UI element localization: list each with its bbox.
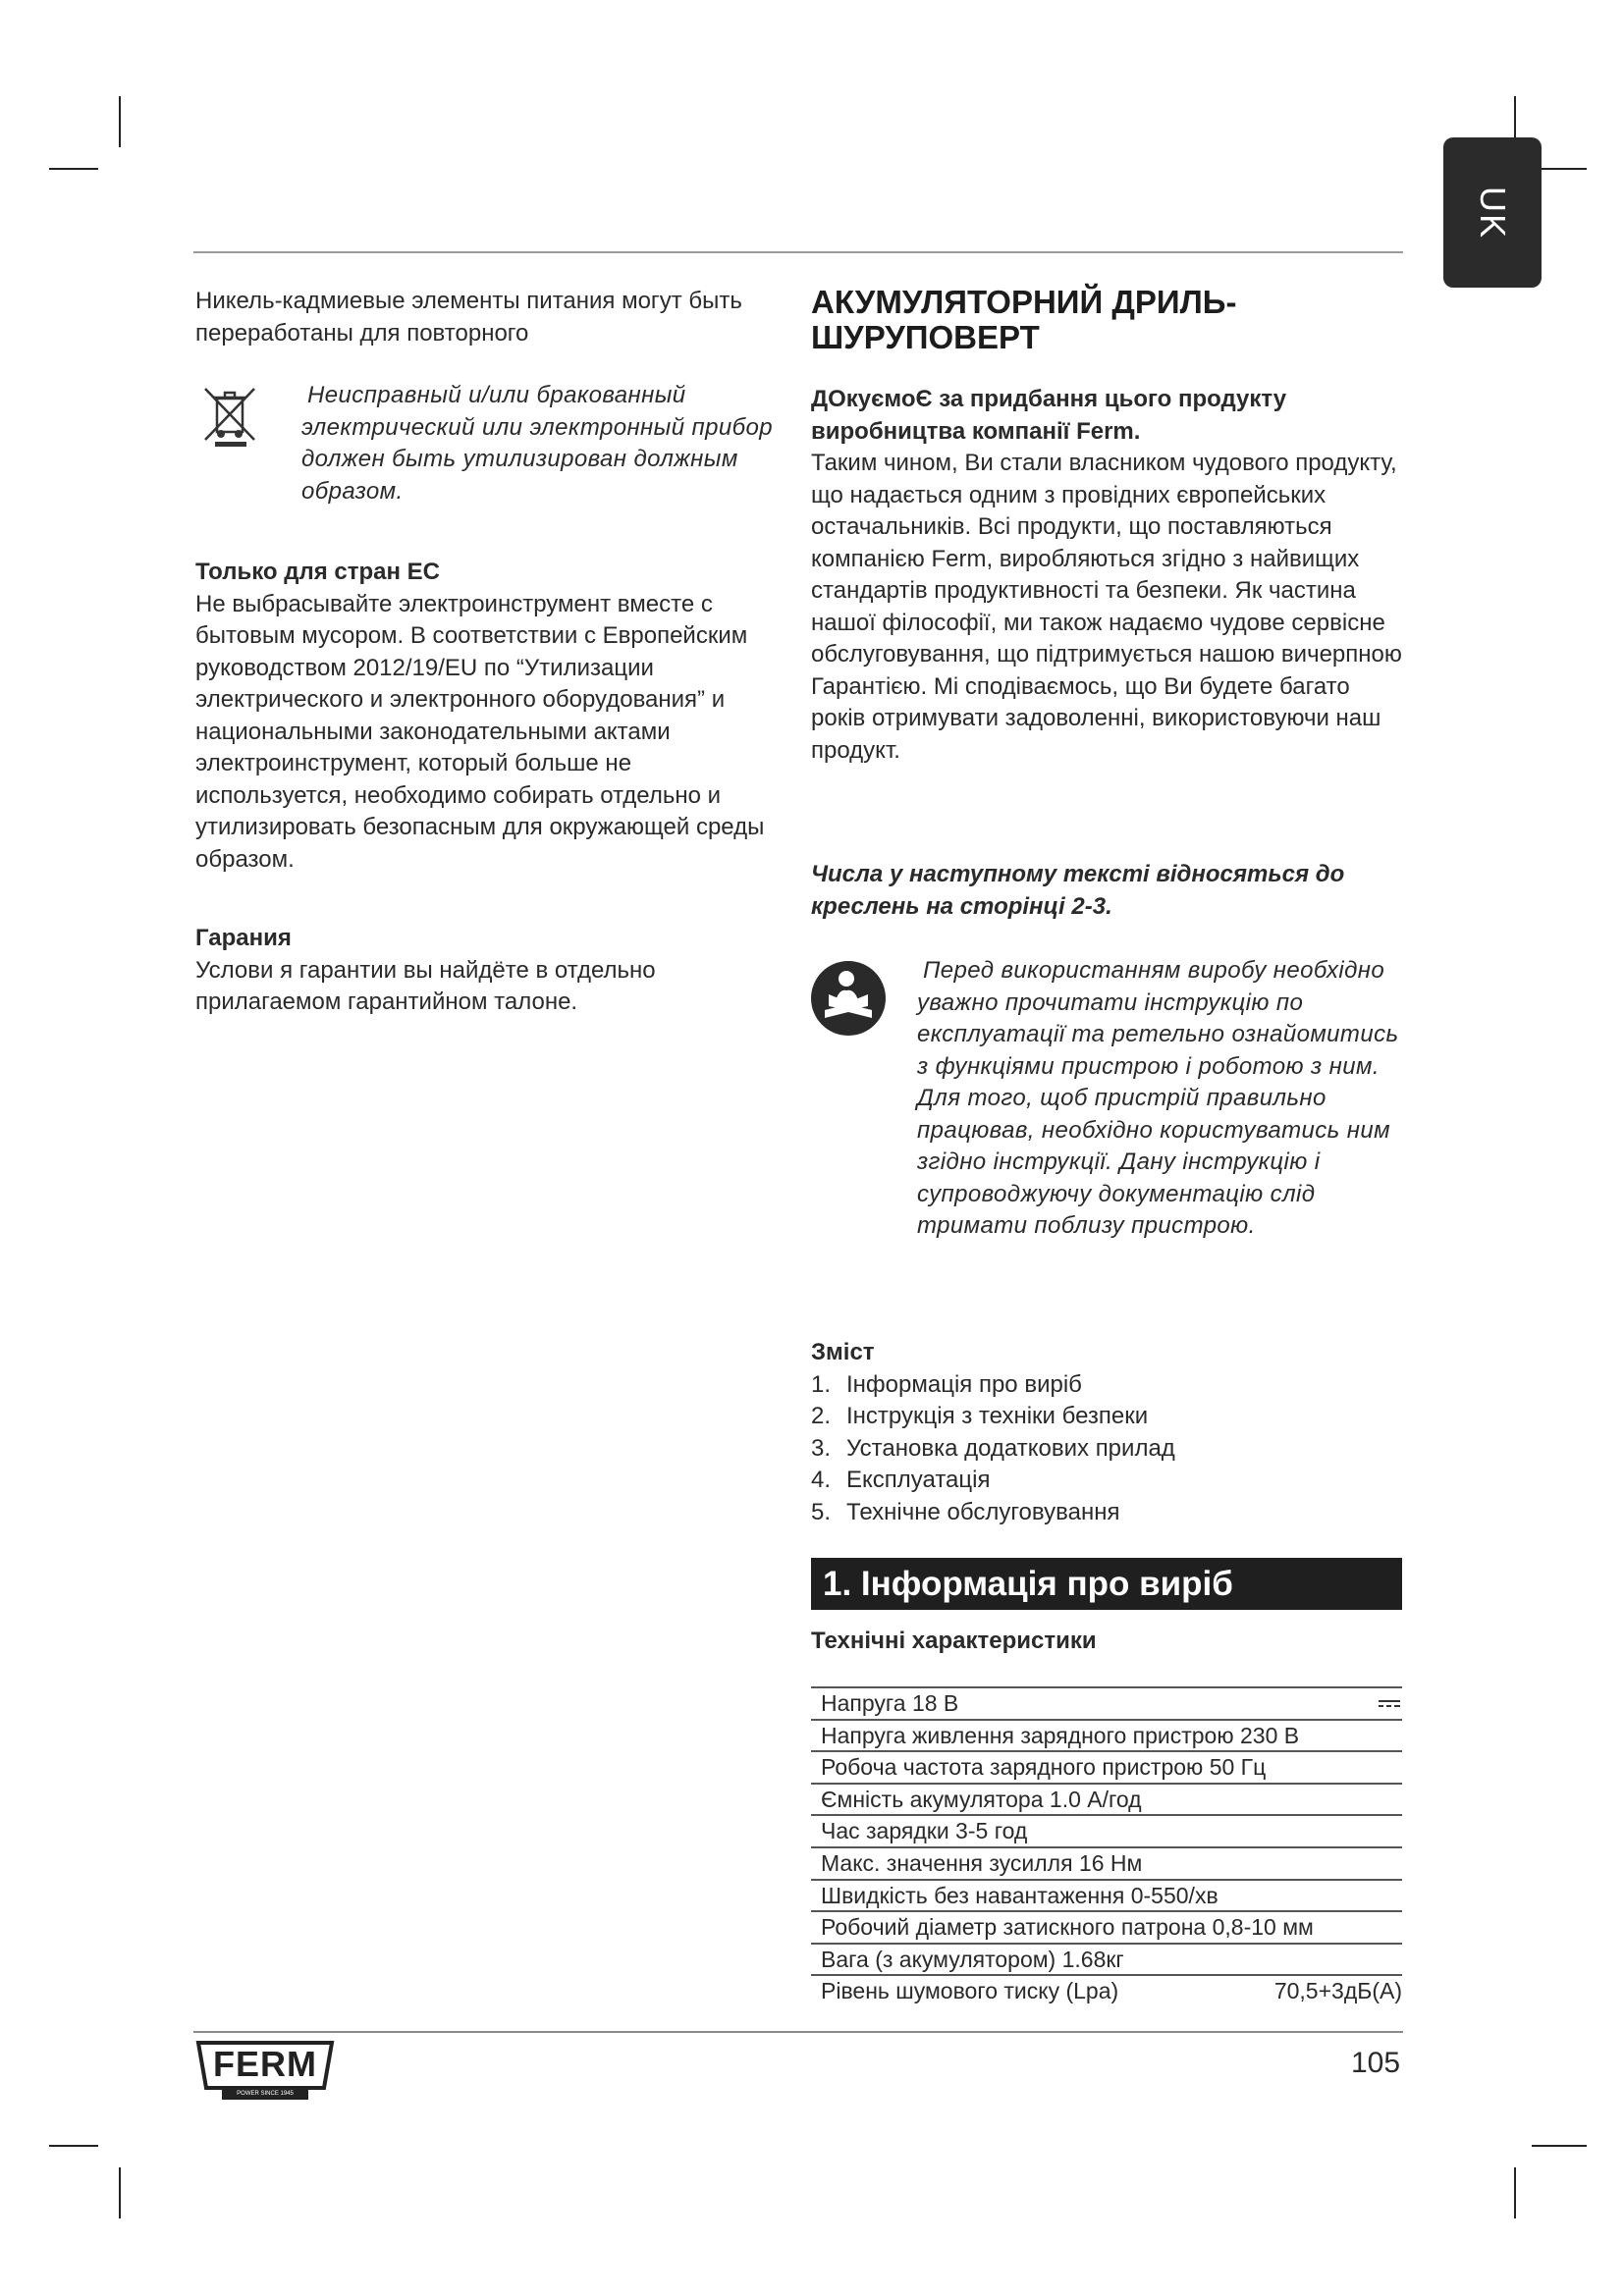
thanks-heading: ДОкуємоЄ за придбання цього продукту виробництва компанії Ferm. (811, 386, 1287, 445)
list-item: 2. Інструкція з техніки безпеки (811, 1403, 1149, 1429)
language-tab-label: UK (1473, 186, 1513, 240)
specs-title: Технічні характеристики (811, 1628, 1097, 1654)
language-tab (1443, 137, 1542, 288)
read-manual-icon (809, 959, 888, 1038)
manual-note: Перед використанням виробу необхідно уважно прочитати інструкцію по експлуатації та ретельно ознайомитись з функціями пристрою і роботою з ним. Для того, щоб пристрій правильно працював, необхідно користуватись ним згідно інструкції. Дану інструкцію і супроводжуючу документацію слід тримати поблизу пристрою. (917, 957, 1399, 1239)
weee-note: Неисправный и/или бракованный электрический или электронный прибор должен быть утилизирован должным образом. (301, 382, 774, 505)
thanks-section (811, 384, 1404, 767)
list-item: 5. Технічне обслуговування (811, 1498, 1120, 1525)
table-row: Макс. значення зусилля 16 Нм (811, 1846, 1402, 1879)
eu-section (195, 557, 785, 876)
crop-mark (49, 2145, 98, 2147)
page-title: АКУМУЛЯТОРНИЙ ДРИЛЬ- ШУРУПОВЕРТ (811, 284, 1237, 355)
contents-list (811, 1369, 1404, 1529)
warranty-section (195, 923, 785, 1019)
table-row: Робочий діаметр затискного патрона 0,8-10 мм (811, 1910, 1402, 1943)
table-row: Напруга 18 В (811, 1686, 1402, 1719)
section-heading: 1. Інформація про виріб (811, 1558, 1402, 1610)
contents-section (811, 1337, 1404, 1528)
table-row: Рівень шумового тиску (Lpa) 70,5+3дБ(A) (811, 1974, 1402, 2006)
page-number: 105 (1351, 2047, 1401, 2079)
numbers-note: Числа у наступному тексті відносяться до креслень на сторінці 2-3. (811, 861, 1345, 920)
table-row: Швидкість без навантаження 0-550/хв (811, 1879, 1402, 1911)
table-row: Робоча частота зарядного пристрою 50 Гц (811, 1750, 1402, 1783)
crop-mark (119, 2167, 121, 2218)
contents-title: Зміст (811, 1339, 875, 1365)
eu-title: Только для стран ЕС (195, 559, 440, 585)
crop-mark (49, 168, 98, 170)
weee-bin-icon (201, 385, 260, 448)
list-item: 4. Експлуатація (811, 1467, 991, 1493)
dc-current-icon (1379, 1700, 1400, 1708)
table-row: Час зарядки 3-5 год (811, 1814, 1402, 1846)
list-item: 1. Інформація про виріб (811, 1370, 1082, 1398)
intro-text: Никель-кадмиевые элементы питания могут быть переработаны для повторного (195, 288, 742, 347)
header-rule (193, 251, 1403, 253)
warranty-text: Услови я гарантии вы найдёте в отдельно прилагаемом гарантийном талоне. (195, 956, 656, 1015)
crop-mark (1514, 2167, 1516, 2218)
specs-table (811, 1686, 1402, 2006)
table-row: Ємність акумулятора 1.0 А/год (811, 1783, 1402, 1815)
list-item: 3. Установка додаткових прилад (811, 1434, 1175, 1462)
warranty-title: Гарания (195, 925, 292, 951)
eu-text: Не выбрасывайте электроинструмент вместе с бытовым мусором. В соответствии с Европейским руководством 2012/19/EU по “Утилизации электрического и электронного оборудования” и национальными законодательными актами электроинструмент, который больше не используется, необходимо собирать отдельно и утилизировать безопасным для окружающей среды образом. (195, 590, 765, 873)
crop-mark (1532, 2145, 1587, 2147)
crop-mark (119, 96, 121, 147)
thanks-text: Таким чином, Ви стали власником чудового продукту, що надається одним з провідних європейських остачальників. Всі продукти, що поставляються компанією Ferm, виробляються згідно з найвищих стандартів продуктивності та безпеки. Як частина нашої філософії, ми також надаємо чудове сервісне обслуговування, що підтримується нашою вичерпною Гарантією. Мі сподіваємось, що Ви будете багато років отримувати задоволенні, використовуючи наш продукт. (811, 450, 1402, 764)
table-row: Вага (з акумулятором) 1.68кг (811, 1943, 1402, 1975)
footer-rule (193, 2031, 1403, 2033)
table-row: Напруга живлення зарядного пристрою 230 В (811, 1719, 1402, 1751)
left-intro (195, 286, 785, 349)
ferm-logo: FERM POWER SINCE 1945 (192, 2039, 338, 2100)
